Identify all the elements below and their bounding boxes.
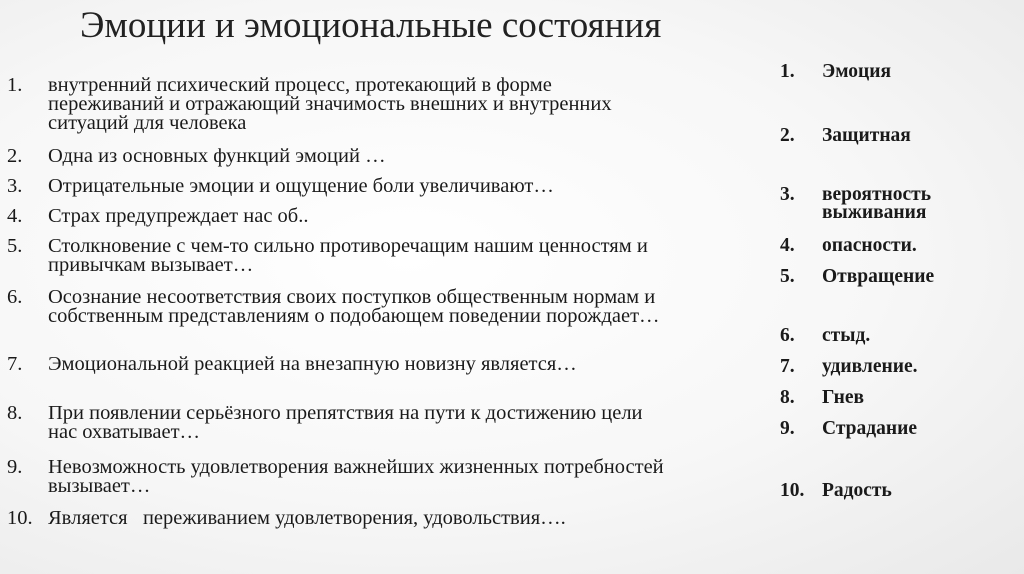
question-text: Эмоциональной реакцией на внезапную новизну является… — [48, 353, 577, 375]
question-number: 7. — [7, 353, 23, 375]
question-number: 1. — [7, 74, 23, 96]
answer-text: Радость — [822, 480, 892, 501]
answer-number: 1. — [780, 61, 795, 82]
question-number: 3. — [7, 175, 23, 197]
answer-number: 3. — [780, 184, 795, 205]
answer-text: стыд. — [822, 325, 871, 346]
answer-text: Страдание — [822, 418, 917, 439]
question-number: 4. — [7, 205, 23, 227]
question-number: 9. — [7, 456, 23, 478]
question-text: Является переживанием удовлетворения, удовольствия…. — [48, 507, 566, 529]
answer-number: 10. — [780, 480, 805, 501]
question-text: Столкновение с чем-то сильно противоречащим нашим ценностям и привычкам вызывает… — [48, 235, 648, 276]
answer-text: Гнев — [822, 387, 865, 408]
answer-text: Эмоция — [822, 61, 892, 82]
question-number: 5. — [7, 235, 23, 257]
answer-number: 4. — [780, 235, 795, 256]
answer-text: Защитная — [822, 125, 911, 146]
answer-number: 2. — [780, 125, 795, 146]
answer-text: Отвращение — [822, 266, 935, 287]
question-number: 10. — [7, 507, 33, 529]
answer-text: опасности. — [822, 235, 917, 256]
answer-text: вероятность выживания — [822, 184, 932, 223]
question-number: 6. — [7, 286, 23, 308]
slide-title: Эмоции и эмоциональные состояния — [80, 5, 662, 46]
question-number: 2. — [7, 145, 23, 167]
question-text: Невозможность удовлетворения важнейших жизненных потребностей вызывает… — [48, 456, 664, 497]
question-text: Отрицательные эмоции и ощущение боли увеличивают… — [48, 175, 554, 197]
question-text: При появлении серьёзного препятствия на пути к достижению цели нас охватывает… — [48, 402, 643, 443]
answer-number: 7. — [780, 356, 795, 377]
answer-number: 6. — [780, 325, 795, 346]
question-text: Одна из основных функций эмоций … — [48, 145, 386, 167]
answer-text: удивление. — [822, 356, 918, 377]
question-number: 8. — [7, 402, 23, 424]
question-text: Страх предупреждает нас об.. — [48, 205, 309, 227]
answer-number: 5. — [780, 266, 795, 287]
answer-number: 9. — [780, 418, 795, 439]
question-text: Осознание несоответствия своих поступков общественным нормам и собственным представлениям о подобающем поведении порождает… — [48, 286, 660, 327]
answer-number: 8. — [780, 387, 795, 408]
question-text: внутренний психический процесс, протекающий в форме переживаний и отражающий значимость внешних и внутренних ситуаций для человека — [48, 74, 612, 134]
